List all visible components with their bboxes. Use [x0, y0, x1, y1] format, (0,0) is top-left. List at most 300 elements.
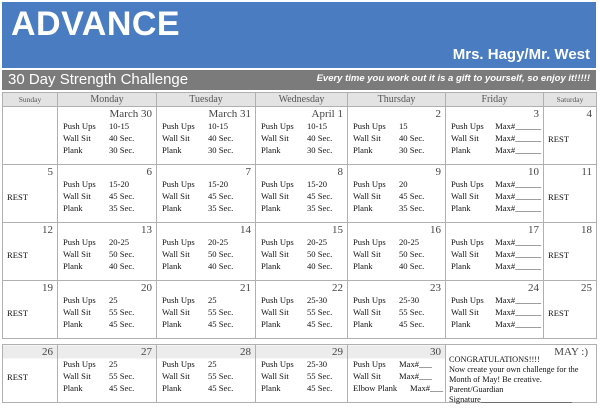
- exercise-row: [261, 359, 345, 371]
- exercise-row: [451, 191, 541, 203]
- date-number: 3: [533, 108, 539, 120]
- exercise-amount: 45 Sec.: [307, 382, 333, 393]
- exercise-list: [353, 179, 443, 214]
- rest-label: REST: [7, 372, 29, 382]
- exercise-row: [353, 237, 443, 249]
- exercise-amount: 25: [109, 359, 118, 369]
- challenge-title: 30 Day Strength Challenge: [8, 71, 189, 88]
- congratulations-note: [449, 355, 594, 405]
- header-banner: [2, 2, 596, 68]
- day-cell: [446, 165, 544, 223]
- exercise-name: Plank: [162, 318, 182, 329]
- exercise-row: [261, 145, 345, 157]
- exercise-amount: 15: [399, 121, 408, 131]
- day-cell: [3, 223, 58, 281]
- teachers-label: Mrs. Hagy/Mr. West: [452, 46, 590, 63]
- exercise-name: Plank: [63, 144, 83, 155]
- exercise-row: [162, 383, 253, 395]
- exercise-name: Wall Sit: [63, 370, 91, 381]
- exercise-amount: 10-15: [307, 121, 328, 131]
- exercise-row: [261, 371, 345, 383]
- exercise-row: [353, 319, 443, 331]
- exercise-row: [353, 371, 443, 383]
- date-number: 8: [337, 166, 343, 178]
- exercise-amount: 55 Sec.: [109, 306, 135, 317]
- exercise-name: Wall Sit: [451, 132, 479, 143]
- exercise-list: [451, 237, 541, 272]
- exercise-list: [63, 237, 154, 272]
- exercise-amount: Max#______: [495, 306, 541, 317]
- exercise-name: Push Ups: [261, 121, 294, 131]
- exercise-name: Push Ups: [162, 179, 195, 189]
- exercise-amount: 45 Sec.: [109, 318, 135, 329]
- exercise-amount: 15-20: [307, 179, 328, 189]
- exercise-amount: Max#______: [495, 248, 541, 259]
- exercise-amount: 40 Sec.: [307, 132, 333, 143]
- exercise-amount: 45 Sec.: [399, 190, 425, 201]
- exercise-name: Plank: [261, 144, 281, 155]
- exercise-name: Wall Sit: [353, 132, 381, 143]
- exercise-amount: 40 Sec.: [208, 260, 234, 271]
- exercise-name: Plank: [353, 202, 373, 213]
- exercise-name: Wall Sit: [63, 132, 91, 143]
- exercise-row: [451, 203, 541, 215]
- week-row: [3, 165, 597, 223]
- date-number: 14: [240, 224, 251, 236]
- exercise-row: [63, 249, 154, 261]
- exercise-row: [63, 145, 154, 157]
- exercise-row: [451, 249, 541, 261]
- exercise-amount: 35 Sec.: [208, 202, 234, 213]
- exercise-amount: 45 Sec.: [109, 382, 135, 393]
- day-header: Thursday: [348, 93, 446, 107]
- exercise-amount: 45 Sec.: [399, 318, 425, 329]
- exercise-list: [451, 121, 541, 156]
- day-cell: [256, 165, 348, 223]
- exercise-row: [353, 145, 443, 157]
- exercise-name: Wall Sit: [353, 370, 381, 381]
- week-row: [3, 107, 597, 165]
- exercise-list: [261, 179, 345, 214]
- exercise-amount: 50 Sec.: [399, 248, 425, 259]
- exercise-amount: 40 Sec.: [208, 132, 234, 143]
- day-cell: [348, 345, 446, 403]
- exercise-name: Plank: [261, 260, 281, 271]
- date-number: April 1: [311, 108, 343, 120]
- rest-label: REST: [548, 250, 570, 260]
- day-cell: [3, 165, 58, 223]
- exercise-name: Push Ups: [63, 295, 96, 305]
- exercise-name: Wall Sit: [261, 306, 289, 317]
- exercise-list: [261, 295, 345, 330]
- exercise-list: [261, 121, 345, 156]
- exercise-row: [261, 121, 345, 133]
- exercise-name: Push Ups: [162, 121, 195, 131]
- exercise-row: [261, 383, 345, 395]
- exercise-row: [162, 179, 253, 191]
- exercise-amount: 10-15: [208, 121, 229, 131]
- exercise-row: [353, 295, 443, 307]
- rest-label: REST: [548, 308, 570, 318]
- exercise-list: [353, 359, 443, 394]
- exercise-amount: Max#___: [399, 359, 432, 369]
- exercise-amount: 50 Sec.: [208, 248, 234, 259]
- day-cell: [58, 281, 157, 339]
- exercise-row: [261, 179, 345, 191]
- exercise-name: Push Ups: [353, 179, 386, 189]
- date-number: 5: [47, 166, 53, 178]
- date-number: 10: [528, 166, 539, 178]
- exercise-name: Plank: [353, 144, 373, 155]
- date-number: 17: [528, 224, 539, 236]
- exercise-name: Push Ups: [162, 295, 195, 305]
- exercise-amount: 30 Sec.: [307, 144, 333, 155]
- date-number: 15: [332, 224, 343, 236]
- day-header: Tuesday: [157, 93, 256, 107]
- date-number: 20: [141, 282, 152, 294]
- exercise-name: Push Ups: [261, 295, 294, 305]
- exercise-name: Plank: [261, 202, 281, 213]
- exercise-name: Wall Sit: [63, 248, 91, 259]
- day-cell: [58, 165, 157, 223]
- exercise-amount: 20-25: [109, 237, 130, 247]
- exercise-amount: 35 Sec.: [307, 202, 333, 213]
- calendar-table: [2, 92, 597, 403]
- exercise-row: [353, 203, 443, 215]
- exercise-name: Plank: [63, 318, 83, 329]
- exercise-name: Push Ups: [353, 121, 386, 131]
- exercise-name: Push Ups: [162, 359, 195, 369]
- exercise-row: [63, 191, 154, 203]
- exercise-row: [353, 121, 443, 133]
- exercise-row: [353, 307, 443, 319]
- exercise-amount: 25: [208, 295, 217, 305]
- rest-label: REST: [7, 308, 29, 318]
- date-number: 6: [146, 166, 152, 178]
- rest-label: REST: [7, 250, 29, 260]
- date-number: 25: [581, 282, 592, 294]
- day-header: Friday: [446, 93, 544, 107]
- exercise-name: Wall Sit: [451, 190, 479, 201]
- exercise-name: Plank: [451, 144, 471, 155]
- exercise-name: Plank: [353, 318, 373, 329]
- exercise-amount: 40 Sec.: [307, 260, 333, 271]
- exercise-list: [261, 359, 345, 394]
- exercise-name: Plank: [162, 202, 182, 213]
- day-cell: [446, 345, 597, 403]
- day-cell: [446, 281, 544, 339]
- day-cell: [544, 107, 597, 165]
- day-cell: [348, 165, 446, 223]
- exercise-row: [353, 191, 443, 203]
- date-number: March 31: [208, 108, 251, 120]
- exercise-list: [162, 237, 253, 272]
- exercise-amount: Max#______: [495, 144, 541, 155]
- exercise-row: [63, 319, 154, 331]
- exercise-row: [63, 295, 154, 307]
- exercise-row: [261, 307, 345, 319]
- exercise-list: [162, 179, 253, 214]
- exercise-amount: Max#______: [495, 237, 541, 247]
- exercise-row: [162, 249, 253, 261]
- exercise-row: [261, 237, 345, 249]
- exercise-amount: 35 Sec.: [109, 202, 135, 213]
- rest-label: REST: [7, 192, 29, 202]
- exercise-amount: 25-30: [307, 295, 328, 305]
- exercise-amount: 55 Sec.: [208, 370, 234, 381]
- exercise-row: [261, 319, 345, 331]
- exercise-row: [451, 295, 541, 307]
- day-cell: [256, 223, 348, 281]
- day-cell: [3, 345, 58, 403]
- exercise-amount: 45 Sec.: [208, 190, 234, 201]
- exercise-amount: 55 Sec.: [307, 306, 333, 317]
- exercise-name: Push Ups: [63, 359, 96, 369]
- exercise-name: Wall Sit: [162, 190, 190, 201]
- exercise-row: [353, 133, 443, 145]
- exercise-amount: 10-15: [109, 121, 130, 131]
- exercise-row: [162, 133, 253, 145]
- exercise-row: [63, 179, 154, 191]
- exercise-row: [63, 307, 154, 319]
- exercise-row: [261, 295, 345, 307]
- exercise-row: [63, 359, 154, 371]
- exercise-amount: 25-30: [399, 295, 420, 305]
- day-cell: [58, 223, 157, 281]
- exercise-name: Push Ups: [353, 359, 386, 369]
- exercise-amount: 45 Sec.: [307, 318, 333, 329]
- exercise-amount: Max#______: [495, 295, 541, 305]
- date-number: 23: [430, 282, 441, 294]
- challenge-bar: [2, 70, 596, 90]
- note-line: Signature______________________: [449, 395, 573, 404]
- exercise-amount: 25: [208, 359, 217, 369]
- date-number: 30: [430, 346, 441, 358]
- exercise-list: [162, 359, 253, 394]
- date-number: 29: [332, 346, 343, 358]
- day-header: Monday: [58, 93, 157, 107]
- exercise-amount: 35 Sec.: [399, 202, 425, 213]
- exercise-name: Wall Sit: [353, 190, 381, 201]
- note-line: CONGRATULATIONS!!!!: [449, 355, 540, 364]
- day-header: Wednesday: [256, 93, 348, 107]
- exercise-row: [162, 371, 253, 383]
- exercise-amount: 30 Sec.: [399, 144, 425, 155]
- exercise-row: [451, 133, 541, 145]
- exercise-row: [162, 295, 253, 307]
- date-number: MAY :): [554, 346, 588, 358]
- exercise-name: Wall Sit: [353, 306, 381, 317]
- exercise-name: Wall Sit: [261, 248, 289, 259]
- exercise-list: [162, 121, 253, 156]
- exercise-name: Plank: [451, 202, 471, 213]
- exercise-row: [63, 121, 154, 133]
- exercise-amount: Max#______: [495, 121, 541, 131]
- exercise-list: [63, 359, 154, 394]
- exercise-row: [63, 383, 154, 395]
- exercise-amount: 45 Sec.: [208, 382, 234, 393]
- exercise-name: Push Ups: [261, 237, 294, 247]
- exercise-amount: 45 Sec.: [307, 190, 333, 201]
- exercise-name: Plank: [63, 202, 83, 213]
- exercise-list: [63, 295, 154, 330]
- exercise-row: [353, 249, 443, 261]
- exercise-name: Wall Sit: [261, 132, 289, 143]
- exercise-row: [261, 191, 345, 203]
- exercise-row: [162, 237, 253, 249]
- exercise-row: [162, 203, 253, 215]
- date-number: 11: [581, 166, 592, 178]
- exercise-amount: 15-20: [109, 179, 130, 189]
- exercise-name: Wall Sit: [162, 248, 190, 259]
- exercise-name: Push Ups: [261, 179, 294, 189]
- rest-label: REST: [548, 192, 570, 202]
- date-number: 9: [435, 166, 441, 178]
- exercise-name: Plank: [451, 318, 471, 329]
- day-cell: [58, 107, 157, 165]
- date-number: 2: [435, 108, 441, 120]
- day-cell: [157, 165, 256, 223]
- exercise-amount: 45 Sec.: [109, 190, 135, 201]
- week-row: [3, 345, 597, 403]
- exercise-amount: 40 Sec.: [399, 132, 425, 143]
- day-cell: [157, 107, 256, 165]
- exercise-row: [63, 133, 154, 145]
- exercise-list: [261, 237, 345, 272]
- exercise-name: Push Ups: [353, 295, 386, 305]
- exercise-name: Push Ups: [353, 237, 386, 247]
- exercise-list: [451, 295, 541, 330]
- note-line: Now create your own challenge for the Month of May! Be creative.: [449, 365, 579, 384]
- day-cell: [544, 281, 597, 339]
- exercise-name: Elbow Plank: [353, 382, 398, 393]
- exercise-row: [63, 203, 154, 215]
- exercise-row: [63, 261, 154, 273]
- date-number: 21: [240, 282, 251, 294]
- exercise-name: Plank: [63, 382, 83, 393]
- exercise-name: Push Ups: [162, 237, 195, 247]
- exercise-name: Push Ups: [451, 121, 484, 131]
- exercise-row: [353, 359, 443, 371]
- exercise-name: Push Ups: [63, 179, 96, 189]
- date-number: 12: [42, 224, 53, 236]
- exercise-list: [162, 295, 253, 330]
- day-cell: [3, 281, 58, 339]
- exercise-name: Plank: [162, 382, 182, 393]
- exercise-name: Push Ups: [63, 121, 96, 131]
- exercise-name: Wall Sit: [261, 370, 289, 381]
- exercise-amount: 15-20: [208, 179, 229, 189]
- exercise-row: [63, 237, 154, 249]
- exercise-amount: Max#___: [410, 382, 443, 393]
- exercise-name: Wall Sit: [63, 306, 91, 317]
- day-cell: [157, 345, 256, 403]
- day-cell: [3, 107, 58, 165]
- day-cell: [157, 223, 256, 281]
- exercise-amount: 40 Sec.: [109, 132, 135, 143]
- exercise-row: [162, 307, 253, 319]
- exercise-row: [451, 179, 541, 191]
- date-number: 16: [430, 224, 441, 236]
- exercise-amount: Max#___: [399, 370, 432, 381]
- exercise-name: Plank: [261, 318, 281, 329]
- exercise-amount: 20-25: [399, 237, 420, 247]
- exercise-name: Plank: [261, 382, 281, 393]
- exercise-row: [63, 371, 154, 383]
- day-cell: [256, 345, 348, 403]
- exercise-amount: 55 Sec.: [208, 306, 234, 317]
- exercise-amount: 25-30: [307, 359, 328, 369]
- exercise-list: [353, 295, 443, 330]
- exercise-amount: 30 Sec.: [109, 144, 135, 155]
- exercise-name: Plank: [451, 260, 471, 271]
- exercise-amount: Max#______: [495, 202, 541, 213]
- exercise-amount: 20-25: [307, 237, 328, 247]
- exercise-name: Plank: [162, 260, 182, 271]
- exercise-amount: 50 Sec.: [307, 248, 333, 259]
- exercise-row: [451, 145, 541, 157]
- date-number: 18: [581, 224, 592, 236]
- day-cell: [544, 165, 597, 223]
- exercise-amount: Max#______: [495, 190, 541, 201]
- exercise-list: [63, 121, 154, 156]
- day-header-row: [3, 93, 597, 107]
- exercise-row: [353, 179, 443, 191]
- exercise-row: [162, 121, 253, 133]
- exercise-amount: Max#______: [495, 179, 541, 189]
- day-cell: [256, 281, 348, 339]
- exercise-amount: 30 Sec.: [208, 144, 234, 155]
- exercise-row: [451, 261, 541, 273]
- exercise-name: Wall Sit: [63, 190, 91, 201]
- day-header: Saturday: [544, 93, 597, 107]
- exercise-row: [261, 203, 345, 215]
- exercise-row: [162, 145, 253, 157]
- exercise-name: Push Ups: [261, 359, 294, 369]
- exercise-list: [353, 237, 443, 272]
- exercise-name: Wall Sit: [162, 306, 190, 317]
- exercise-amount: 55 Sec.: [307, 370, 333, 381]
- day-cell: [446, 223, 544, 281]
- exercise-name: Plank: [353, 260, 373, 271]
- exercise-amount: 45 Sec.: [208, 318, 234, 329]
- exercise-row: [451, 237, 541, 249]
- date-number: 27: [141, 346, 152, 358]
- date-number: March 30: [109, 108, 152, 120]
- exercise-row: [451, 121, 541, 133]
- exercise-amount: 20: [399, 179, 408, 189]
- exercise-name: Wall Sit: [162, 132, 190, 143]
- exercise-name: Plank: [162, 144, 182, 155]
- motto: Every time you work out it is a gift to yourself, so enjoy it!!!!!: [316, 73, 590, 84]
- week-row: [3, 281, 597, 339]
- exercise-name: Push Ups: [451, 179, 484, 189]
- exercise-list: [63, 179, 154, 214]
- exercise-amount: 55 Sec.: [109, 370, 135, 381]
- exercise-amount: 40 Sec.: [109, 260, 135, 271]
- exercise-name: Wall Sit: [261, 190, 289, 201]
- day-header: Sunday: [3, 93, 58, 107]
- exercise-amount: Max#______: [495, 132, 541, 143]
- day-cell: [348, 281, 446, 339]
- date-number: 4: [586, 108, 592, 120]
- week-row: [3, 223, 597, 281]
- exercise-row: [162, 359, 253, 371]
- date-number: 22: [332, 282, 343, 294]
- exercise-amount: 25: [109, 295, 118, 305]
- note-line: Parent/Guardian: [449, 385, 504, 394]
- exercise-amount: 55 Sec.: [399, 306, 425, 317]
